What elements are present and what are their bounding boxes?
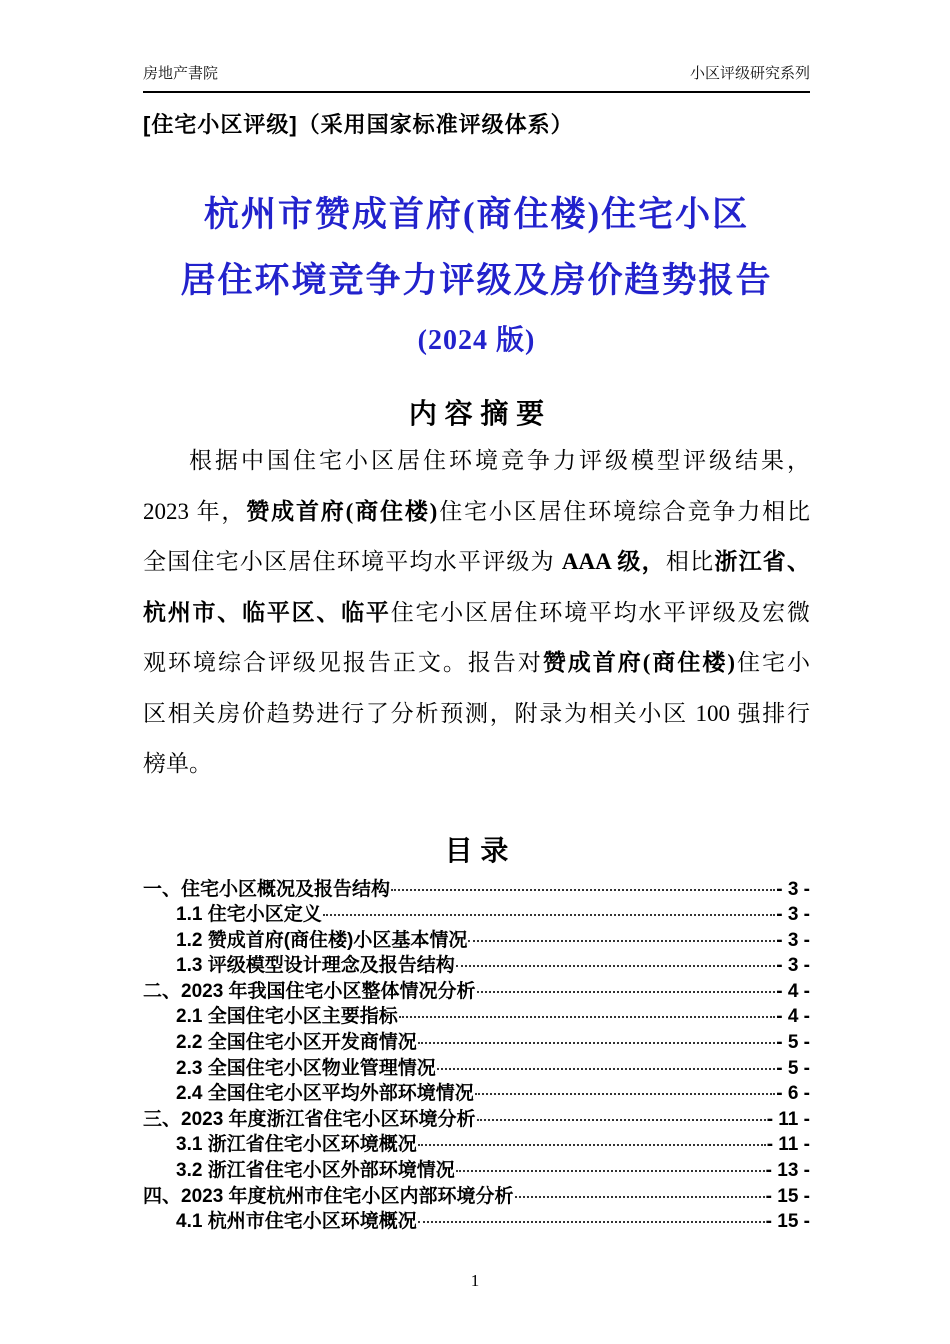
toc-entry bbox=[143, 1004, 810, 1030]
abstract-line bbox=[143, 739, 810, 790]
series-label: [住宅小区评级]（采用国家标准评级体系） bbox=[143, 112, 574, 137]
toc-dot-leader bbox=[418, 1221, 765, 1223]
abstract-line bbox=[143, 537, 810, 588]
abstract-run: 2023 年， bbox=[143, 498, 247, 524]
abstract-line bbox=[143, 638, 810, 689]
abstract-bold-run: 赞成首府(商住楼) bbox=[542, 650, 736, 675]
toc-dot-leader bbox=[475, 1093, 776, 1095]
toc-entry-label: 二、2023 年我国住宅小区整体情况分析 bbox=[143, 980, 476, 1002]
toc-entry bbox=[143, 928, 810, 954]
toc-dot-leader bbox=[477, 991, 776, 993]
abstract-run: 观环境综合评级见报告正文。报告对 bbox=[143, 650, 543, 675]
abstract-bold-run: 浙江省、 bbox=[714, 549, 811, 574]
toc-entry bbox=[143, 1132, 810, 1158]
abstract-paragraph bbox=[143, 436, 810, 790]
toc-dot-leader bbox=[468, 940, 775, 942]
abstract-run: 全国住宅小区居住环境平均水平评级为 bbox=[143, 549, 562, 574]
abstract-line bbox=[143, 588, 810, 639]
abstract-run: 住宅小区居住环境综合竞争力相比 bbox=[437, 498, 811, 524]
toc-entry-page-number: - 5 - bbox=[776, 1032, 810, 1054]
report-title-edition: (2024 版) bbox=[417, 325, 536, 356]
header-left-text: 房地产書院 bbox=[143, 65, 219, 82]
abstract-run: 相比 bbox=[665, 549, 715, 574]
toc-entry-page-number: - 4 - bbox=[776, 1006, 810, 1028]
toc-entry-page-number: - 6 - bbox=[776, 1083, 810, 1105]
toc-entry bbox=[143, 1158, 810, 1184]
toc-entry bbox=[143, 902, 810, 928]
toc-entry-label: 1.2 赞成首府(商住楼)小区基本情况 bbox=[176, 929, 468, 951]
toc-entry-label: 三、2023 年度浙江省住宅小区环境分析 bbox=[143, 1108, 476, 1130]
toc-entry-label: 2.3 全国住宅小区物业管理情况 bbox=[176, 1057, 436, 1079]
toc-entry bbox=[143, 953, 810, 979]
toc-list bbox=[143, 877, 810, 1235]
toc-entry bbox=[143, 1081, 810, 1107]
running-header bbox=[143, 0, 810, 84]
toc-entry bbox=[143, 1107, 810, 1133]
toc-entry-page-number: - 3 - bbox=[776, 929, 810, 951]
toc-entry-label: 2.2 全国住宅小区开发商情况 bbox=[176, 1032, 417, 1054]
toc-entry-page-number: - 15 - bbox=[765, 1211, 810, 1233]
abstract-bold-run: AAA 级， bbox=[561, 549, 666, 574]
toc-dot-leader bbox=[437, 1068, 776, 1070]
toc-dot-leader bbox=[477, 1119, 766, 1121]
toc-entry bbox=[143, 877, 810, 903]
abstract-run: 根据中国住宅小区居住环境竞争力评级模型评级结果， bbox=[189, 448, 810, 473]
toc-entry bbox=[143, 1209, 810, 1235]
toc-entry-label: 2.1 全国住宅小区主要指标 bbox=[176, 1006, 398, 1028]
abstract-line bbox=[143, 436, 810, 487]
abstract-run: 住宅小 bbox=[735, 650, 811, 675]
abstract-bold-run: 杭州市、临平区、临平 bbox=[143, 599, 391, 625]
toc-entry-label: 3.1 浙江省住宅小区环境概况 bbox=[176, 1134, 417, 1156]
toc-entry-label: 4.1 杭州市住宅小区环境概况 bbox=[176, 1211, 417, 1233]
toc-dot-leader bbox=[323, 914, 776, 916]
toc-dot-leader bbox=[391, 889, 775, 891]
toc-entry-page-number: - 13 - bbox=[765, 1160, 810, 1182]
toc-dot-leader bbox=[418, 1042, 776, 1044]
toc-entry-page-number: - 5 - bbox=[776, 1057, 810, 1079]
toc-entry bbox=[143, 1030, 810, 1056]
toc-entry-label: 1.3 评级模型设计理念及报告结构 bbox=[176, 955, 455, 977]
toc-dot-leader bbox=[456, 965, 776, 967]
abstract-heading: 内 容 摘 要 bbox=[408, 398, 545, 429]
toc-dot-leader bbox=[399, 1016, 776, 1018]
abstract-line bbox=[143, 689, 810, 740]
toc-entry-page-number: - 15 - bbox=[765, 1185, 810, 1207]
abstract-run: 榜单。 bbox=[143, 751, 212, 776]
page-header bbox=[143, 0, 810, 93]
toc-entry-page-number: - 11 - bbox=[766, 1134, 810, 1156]
footer-page-number: 1 bbox=[470, 1271, 480, 1290]
toc-entry-page-number: - 3 - bbox=[776, 878, 810, 900]
abstract-run: 住宅小区居住环境平均水平评级及宏微 bbox=[390, 599, 811, 625]
report-title bbox=[143, 182, 810, 368]
toc-heading: 目 录 bbox=[444, 834, 509, 866]
toc-dot-leader bbox=[515, 1196, 765, 1198]
toc-entry-label: 1.1 住宅小区定义 bbox=[176, 904, 322, 926]
toc-entry bbox=[143, 1184, 810, 1210]
toc-entry bbox=[143, 979, 810, 1005]
toc-dot-leader bbox=[418, 1144, 766, 1146]
header-right-text: 小区评级研究系列 bbox=[689, 65, 810, 82]
toc-dot-leader bbox=[456, 1170, 765, 1172]
report-title-line-2: 居住环境竞争力评级及房价趋势报告 bbox=[180, 261, 773, 300]
toc-entry-label: 3.2 浙江省住宅小区外部环境情况 bbox=[176, 1160, 455, 1182]
toc-entry bbox=[143, 1056, 810, 1082]
abstract-line bbox=[143, 487, 810, 538]
toc-entry-page-number: - 3 - bbox=[776, 955, 810, 977]
report-title-line-1: 杭州市赞成首府(商住楼)住宅小区 bbox=[203, 195, 750, 234]
abstract-bold-run: 赞成首府(商住楼) bbox=[246, 498, 438, 524]
toc-entry-label: 一、住宅小区概况及报告结构 bbox=[143, 878, 391, 900]
toc-entry-label: 2.4 全国住宅小区平均外部环境情况 bbox=[176, 1083, 474, 1105]
header-rule bbox=[143, 91, 810, 93]
abstract-run: 区相关房价趋势进行了分析预测，附录为相关小区 100 强排行 bbox=[143, 700, 810, 726]
toc-entry-page-number: - 3 - bbox=[776, 904, 810, 926]
toc-entry-label: 四、2023 年度杭州市住宅小区内部环境分析 bbox=[143, 1185, 514, 1207]
toc-entry-page-number: - 11 - bbox=[766, 1108, 810, 1130]
toc-entry-page-number: - 4 - bbox=[776, 980, 810, 1002]
